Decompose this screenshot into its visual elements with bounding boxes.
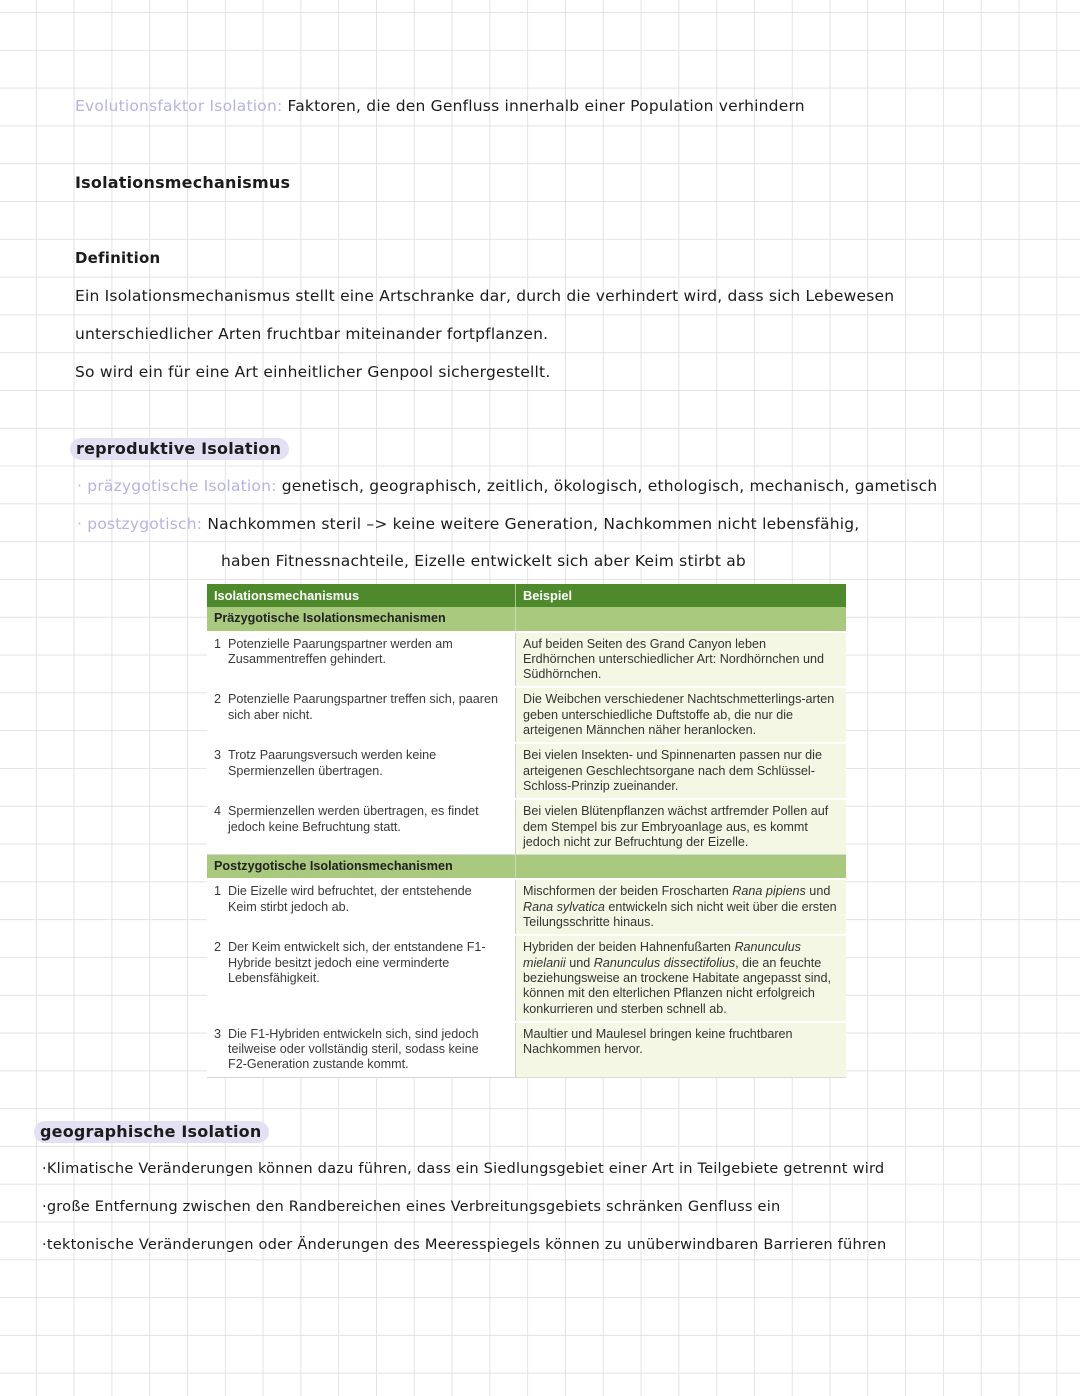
table-section-row	[207, 855, 846, 880]
row-number: 2	[214, 940, 222, 955]
example-cell: Hybriden der beiden Hahnenfußarten Ranunculus mielanii und Ranunculus dissectifolius, die an feuchte beziehungsweise an trockene Habitate angepasst sind, können mit den elterlichen Pflanzen nicht erfolgreich konkurrieren und sterben schnell ab.	[516, 935, 847, 1021]
mechanism-cell: Potenzielle Paarungspartner treffen sich, paaren sich aber nicht.	[228, 692, 499, 722]
example-cell: Bei vielen Blütenpflanzen wächst artfremder Pollen auf dem Stempel bis zur Embryoanlage aus, es kommt jedoch nicht zur Befruchtung der Eizelle.	[516, 799, 847, 854]
bullet: ·	[77, 477, 83, 495]
section-title: Präzygotische Isolationsmechanismen	[207, 607, 516, 631]
row-number: 3	[214, 748, 222, 763]
postzygotic-text-2: haben Fitnessnachteile, Eizelle entwickelt sich aber Keim stirbt ab	[221, 552, 746, 570]
table-header-example: Beispiel	[516, 584, 847, 607]
table-row	[207, 687, 846, 743]
geographic-heading-text: geographische Isolation	[34, 1121, 269, 1143]
geographic-bullet-3: ·tektonische Veränderungen oder Änderungen des Meeresspiegels können zu unüberwindbaren Barrieren führen	[42, 1236, 887, 1253]
page-title: Isolationsmechanismus	[75, 173, 291, 192]
section-title: Postzygotische Isolationsmechanismen	[207, 855, 516, 880]
prezygotic-line	[77, 477, 937, 495]
example-cell: Maultier und Maulesel bringen keine fruchtbaren Nachkommen hervor.	[516, 1022, 847, 1077]
mechanism-cell: Trotz Paarungsversuch werden keine Spermienzellen übertragen.	[228, 748, 437, 778]
definition-line-1: Ein Isolationsmechanismus stellt eine Artschranke dar, durch die verhindert wird, dass sich Lebewesen	[75, 287, 895, 305]
row-number: 4	[214, 804, 222, 819]
postzygotic-text-1: Nachkommen steril –> keine weitere Generation, Nachkommen nicht lebensfähig,	[207, 515, 860, 533]
definition-label: Definition	[75, 249, 161, 267]
row-number: 3	[214, 1026, 222, 1041]
definition-line-2: unterschiedlicher Arten fruchtbar miteinander fortpflanzen.	[75, 325, 549, 343]
table-row	[207, 879, 846, 935]
row-number: 2	[214, 692, 222, 707]
definition-line-3: So wird ein für eine Art einheitlicher Genpool sichergestellt.	[75, 363, 551, 381]
intro-line	[75, 97, 805, 115]
row-number: 1	[214, 636, 222, 651]
table-row	[207, 743, 846, 799]
table-row	[207, 935, 846, 1021]
mechanism-cell: Die Eizelle wird befruchtet, der entstehende Keim stirbt jedoch ab.	[228, 884, 472, 914]
example-cell: Mischformen der beiden Froscharten Rana pipiens und Rana sylvatica entwickeln sich nicht weit über die ersten Teilungsschritte hinaus.	[516, 879, 847, 935]
row-number: 1	[214, 884, 222, 899]
table-row	[207, 1022, 846, 1077]
reproductive-heading	[70, 439, 289, 458]
postzygotic-label: postzygotisch:	[87, 515, 203, 533]
prezygotic-label: präzygotische Isolation:	[87, 477, 277, 495]
mechanism-cell: Der Keim entwickelt sich, der entstandene F1-Hybride besitzt jedoch eine verminderte Lebensfähigkeit.	[228, 940, 486, 985]
geographic-heading	[34, 1122, 269, 1141]
intro-term: Evolutionsfaktor Isolation:	[75, 97, 283, 115]
example-cell: Bei vielen Insekten- und Spinnenarten passen nur die arteigenen Geschlechtsorgane nach dem Schlüssel-Schloss-Prinzip zueinander.	[516, 743, 847, 799]
mechanism-cell: Spermienzellen werden übertragen, es findet jedoch keine Befruchtung statt.	[228, 804, 479, 834]
geographic-bullet-1: ·Klimatische Veränderungen können dazu führen, dass ein Siedlungsgebiet einer Art in Teilgebiete getrennt wird	[42, 1160, 885, 1177]
example-cell: Auf beiden Seiten des Grand Canyon leben Erdhörnchen unterschiedlicher Art: Nordhörnchen und Südhörnchen.	[516, 632, 847, 688]
table-section-row	[207, 607, 846, 631]
isolation-table	[207, 584, 846, 1078]
prezygotic-text: genetisch, geographisch, zeitlich, ökologisch, ethologisch, mechanisch, gametisch	[281, 477, 938, 495]
table-row	[207, 799, 846, 854]
example-cell: Die Weibchen verschiedener Nachtschmetterlings-arten geben unterschiedliche Duftstoffe ab, die nur die arteigenen Männchen näher heranlocken.	[516, 687, 847, 743]
table-row	[207, 632, 846, 688]
postzygotic-line	[77, 515, 859, 533]
bullet: ·	[77, 515, 83, 533]
geographic-bullet-2: ·große Entfernung zwischen den Randbereichen eines Verbreitungsgebiets schränken Genfluss ein	[42, 1198, 781, 1215]
table-header-mechanism: Isolationsmechanismus	[207, 584, 516, 607]
mechanism-cell: Potenzielle Paarungspartner werden am Zusammentreffen gehindert.	[228, 636, 453, 666]
intro-text: Faktoren, die den Genfluss innerhalb einer Population verhindern	[287, 97, 805, 115]
mechanism-cell: Die F1-Hybriden entwickeln sich, sind jedoch teilweise oder vollständig steril, sodass keine F2-Generation zustande kommt.	[228, 1026, 479, 1072]
reproductive-heading-text: reproduktive Isolation	[70, 438, 289, 460]
